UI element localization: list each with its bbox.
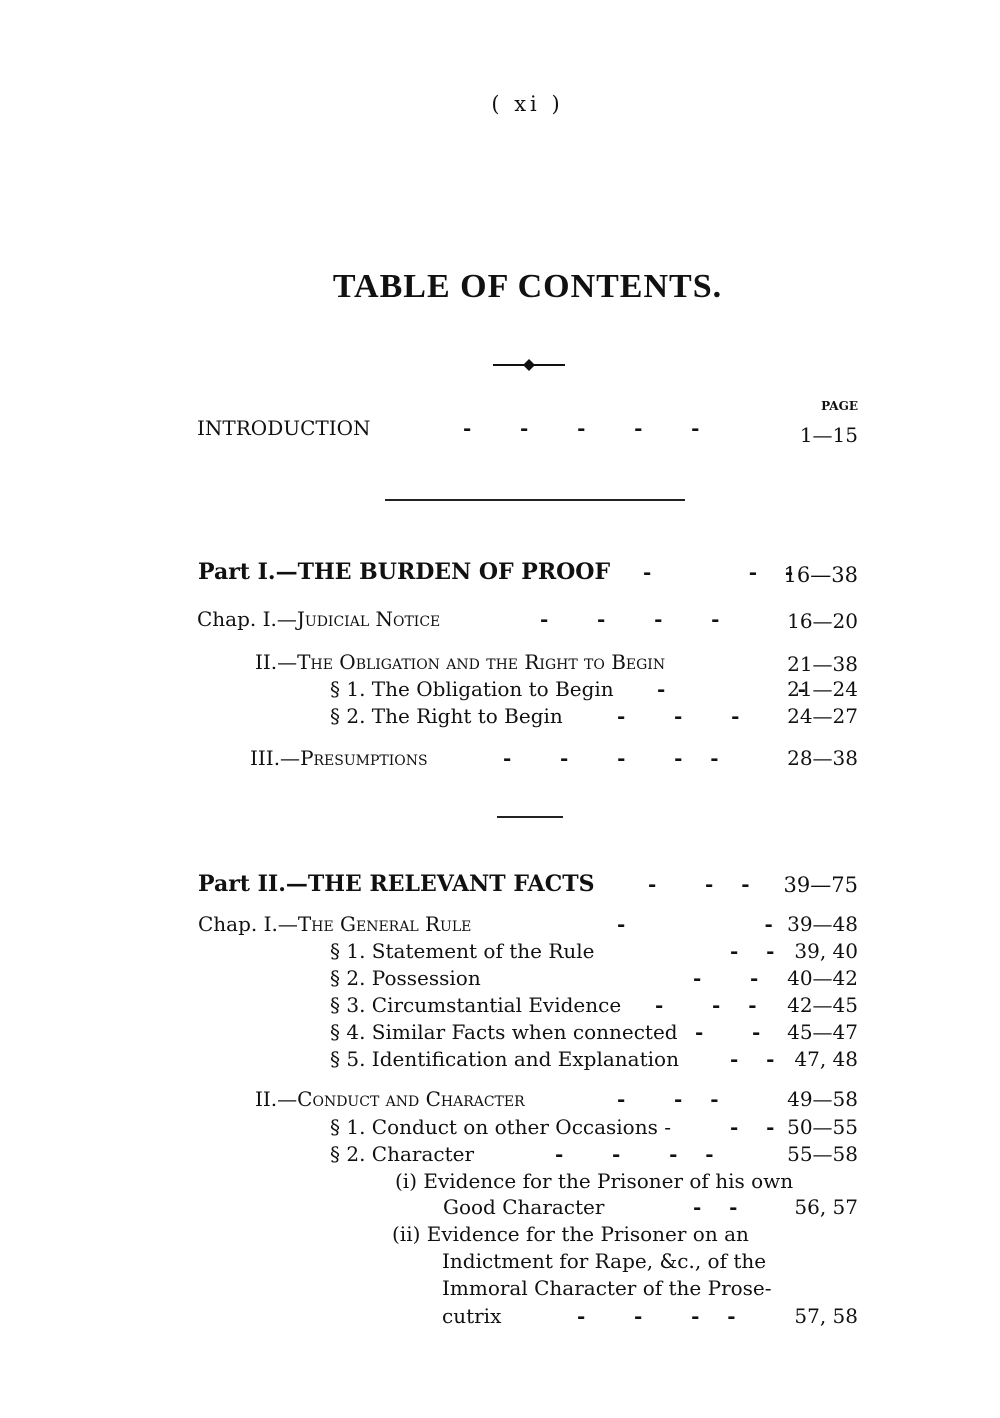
toc-leader-dots: - - -	[617, 1087, 719, 1111]
toc-entry-text: Circumstantial Evidence	[371, 993, 622, 1017]
toc-leader-dots: - -	[657, 677, 806, 701]
toc-entry-prefix: Part I.—	[198, 559, 298, 585]
toc-leader-dots: - - - -	[555, 1142, 714, 1166]
toc-page-number: 1—15	[799, 423, 858, 447]
toc-entry-title	[197, 416, 371, 440]
toc-entry-text: Judicial Notice	[296, 607, 441, 631]
toc-entry-prefix: § 2.	[330, 966, 372, 990]
toc-leader-dots: - -	[695, 1020, 761, 1044]
toc-entry-title	[197, 607, 440, 631]
toc-leader-dots: - -	[693, 966, 759, 990]
toc-entry-title	[330, 939, 595, 963]
toc-entry-text: cutrix	[442, 1304, 502, 1328]
toc-entry-prefix: Part II.—	[198, 871, 308, 897]
toc-entry-title	[443, 1195, 604, 1219]
toc-entry-text: Immoral Character of the Prose-	[442, 1276, 772, 1300]
toc-entry-text: Identification and Explanation	[371, 1047, 679, 1071]
toc-page-number: 39, 40	[794, 939, 858, 963]
toc-leader-dots: - -	[730, 1047, 775, 1071]
page-column-label: PAGE	[821, 399, 858, 413]
toc-entry-prefix: II.—	[255, 1087, 298, 1111]
toc-page-number: 49—58	[787, 1087, 858, 1111]
toc-entry-text: Presumptions	[300, 746, 428, 770]
toc-entry-prefix: § 4.	[330, 1020, 372, 1044]
toc-entry-title	[255, 650, 665, 674]
toc-leader-dots: - -	[693, 1195, 738, 1219]
toc-entry-title	[442, 1304, 501, 1328]
toc-entry-text: Possession	[371, 966, 481, 990]
toc-entry-prefix: § 5.	[330, 1047, 372, 1071]
toc-entry-text: Good Character	[443, 1195, 605, 1219]
toc-entry-prefix: Chap. I.—	[197, 607, 297, 631]
page-folio: ( xi )	[491, 92, 564, 116]
toc-entry-title	[330, 677, 614, 701]
toc-page-number: 39—48	[787, 912, 858, 936]
toc-entry-text: Character	[371, 1142, 475, 1166]
toc-page-number: 39—75	[783, 873, 858, 897]
section-rule	[385, 499, 685, 501]
toc-page-number: 50—55	[787, 1115, 858, 1139]
toc-page-number: 45—47	[787, 1020, 858, 1044]
toc-entry-prefix: (i)	[395, 1169, 424, 1193]
toc-entry-text: THE BURDEN OF PROOF	[297, 559, 611, 585]
toc-entry-title	[255, 1087, 525, 1111]
toc-entry-title	[198, 912, 471, 936]
toc-entry-text: The Obligation and the Right to Begin	[297, 650, 666, 674]
toc-entry-text: Evidence for the Prisoner on an	[426, 1222, 749, 1246]
toc-entry-title	[330, 1047, 679, 1071]
toc-leader-dots: - - - - -	[463, 416, 700, 440]
toc-entry-prefix: § 2.	[330, 1142, 372, 1166]
toc-entry-title	[442, 1249, 766, 1273]
toc-page-number: 16—20	[787, 609, 858, 633]
toc-entry-title	[330, 993, 621, 1017]
toc-entry-text: Conduct on other Occasions -	[371, 1115, 671, 1139]
toc-leader-dots: - - -	[643, 560, 794, 584]
toc-page-number: 21—24	[787, 677, 858, 701]
toc-leader-dots: - -	[730, 1115, 775, 1139]
toc-entry-title	[198, 872, 595, 896]
toc-entry-text: Indictment for Rape, &c., of the	[442, 1249, 767, 1273]
toc-entry-title	[330, 704, 563, 728]
toc-page-number: 16—38	[783, 563, 858, 587]
toc-entry-prefix: § 1.	[330, 677, 372, 701]
toc-entry-title	[330, 1020, 678, 1044]
toc-entry-prefix: III.—	[250, 746, 301, 770]
toc-entry-text: The General Rule	[297, 912, 472, 936]
toc-page-number: 56, 57	[794, 1195, 858, 1219]
section-rule	[497, 816, 563, 818]
toc-entry-prefix: (ii)	[392, 1222, 427, 1246]
toc-entry-prefix: § 2.	[330, 704, 372, 728]
toc-page-number: 40—42	[787, 966, 858, 990]
toc-entry-text: Conduct and Character	[297, 1087, 525, 1111]
toc-entry-prefix: § 1.	[330, 939, 372, 963]
toc-entry-text: The Obligation to Begin	[371, 677, 614, 701]
toc-page-number: 21—38	[787, 652, 858, 676]
toc-page-number: 24—27	[787, 704, 858, 728]
toc-leader-dots: - -	[730, 939, 775, 963]
toc-entry-title	[392, 1222, 749, 1246]
toc-leader-dots: - - - - -	[503, 746, 719, 770]
toc-entry-prefix: II.—	[255, 650, 298, 674]
toc-page-number: 42—45	[787, 993, 858, 1017]
toc-entry-title	[250, 746, 428, 770]
ornament-divider-icon	[493, 358, 565, 372]
toc-entry-title	[442, 1276, 772, 1300]
toc-entry-text: Statement of the Rule	[371, 939, 595, 963]
toc-entry-text: Evidence for the Prisoner of his own	[423, 1169, 794, 1193]
toc-page-number: 57, 58	[794, 1304, 858, 1328]
toc-entry-prefix: § 1.	[330, 1115, 372, 1139]
toc-entry-title	[198, 560, 610, 584]
toc-entry-title	[330, 1142, 474, 1166]
toc-leader-dots: - - - -	[540, 607, 720, 631]
toc-page-number: 55—58	[787, 1142, 858, 1166]
toc-entry-text: Similar Facts when connected	[371, 1020, 678, 1044]
toc-leader-dots: - - - -	[577, 1304, 736, 1328]
toc-page-number: 28—38	[787, 746, 858, 770]
toc-entry-prefix: § 3.	[330, 993, 372, 1017]
toc-entry-text: INTRODUCTION	[197, 416, 371, 440]
toc-leader-dots: - - -	[648, 872, 750, 896]
toc-entry-title	[330, 1115, 671, 1139]
toc-leader-dots: - -	[617, 912, 773, 936]
toc-leader-dots: - - -	[655, 993, 757, 1017]
page-title: TABLE OF CONTENTS.	[332, 268, 723, 305]
toc-leader-dots: - - -	[617, 704, 740, 728]
toc-entry-prefix: Chap. I.—	[198, 912, 298, 936]
toc-entry-title	[395, 1169, 793, 1193]
toc-page-number: 47, 48	[794, 1047, 858, 1071]
toc-entry-title	[330, 966, 481, 990]
toc-entry-text: THE RELEVANT FACTS	[307, 871, 595, 897]
toc-entry-text: The Right to Begin	[371, 704, 563, 728]
